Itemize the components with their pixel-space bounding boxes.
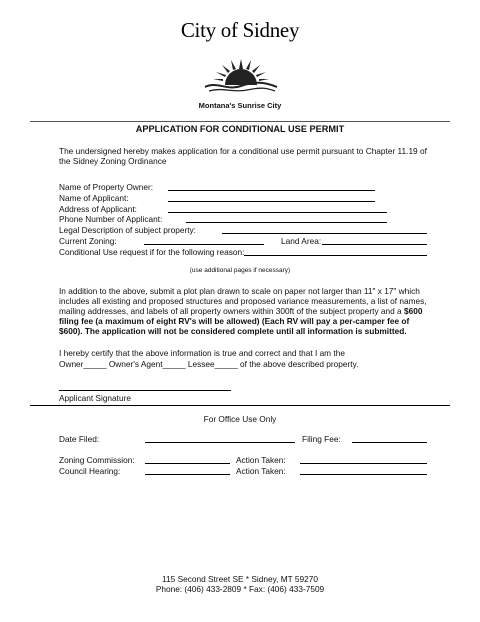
- tagline: Montana's Sunrise City: [198, 101, 282, 110]
- conditional-use-label: Conditional Use request if for the following reason:: [59, 247, 245, 257]
- date-filed-line[interactable]: [145, 442, 295, 443]
- plot-plan-fee-text: $600 filing fee (a maximum of eight RV's will be allowed) (Each RV will pay a per-camper fee of $600). The application will not be considered complete until all information is submitted.: [59, 306, 423, 336]
- owner-name-label: Name of Property Owner:: [59, 182, 154, 192]
- legal-description-line[interactable]: [222, 233, 427, 234]
- certify-line-1: I hereby certify that the above information is true and correct and that I am the: [59, 348, 345, 358]
- applicant-name-line[interactable]: [168, 201, 375, 202]
- applicant-address-label: Address of Applicant:: [59, 204, 137, 214]
- footer-address: 115 Second Street SE * Sidney, MT 59270: [162, 574, 318, 584]
- legal-description-label: Legal Description of subject property:: [59, 225, 196, 235]
- zoning-commission-label: Zoning Commission:: [59, 455, 135, 465]
- council-hearing-line[interactable]: [145, 474, 230, 475]
- filing-fee-line[interactable]: [352, 442, 427, 443]
- council-hearing-label: Council Hearing:: [59, 466, 121, 476]
- applicant-name-label: Name of Applicant:: [59, 193, 129, 203]
- office-divider: [30, 405, 450, 406]
- applicant-phone-label: Phone Number of Applicant:: [59, 214, 163, 224]
- office-heading: For Office Use Only: [203, 414, 277, 424]
- certify-line-2: Owner_____ Owner's Agent_____ Lessee_____ of the above described property.: [59, 359, 359, 369]
- signature-label: Applicant Signature: [59, 393, 131, 403]
- action-taken-1-label: Action Taken:: [236, 455, 286, 465]
- intro-paragraph: The undersigned hereby makes application for a conditional use permit pursuant to Chapter 11.19 of the Sidney Zoning Ordinance: [59, 146, 427, 166]
- city-title: City of Sidney: [180, 18, 300, 42]
- applicant-phone-line[interactable]: [186, 222, 387, 223]
- action-taken-1-line[interactable]: [300, 463, 427, 464]
- land-area-label: Land Area:: [281, 236, 322, 246]
- footer-phone-fax: Phone: (406) 433-2809 * Fax: (406) 433-7509: [155, 584, 325, 594]
- form-heading: APPLICATION FOR CONDITIONAL USE PERMIT: [135, 124, 345, 134]
- action-taken-2-line[interactable]: [300, 474, 427, 475]
- additional-pages-note: (use additional pages if necessary): [189, 267, 291, 274]
- plot-plan-text: In addition to the above, submit a plot plan drawn to scale on paper not larger than 11" x 17" which includes all existing and proposed structures and proposed variance measurements, a list of names, mailing addresses, and labels of all property owners within 300ft of the subject property and a: [59, 286, 427, 316]
- conditional-use-line[interactable]: [244, 255, 427, 256]
- land-area-line[interactable]: [322, 244, 427, 245]
- plot-plan-paragraph: [59, 286, 431, 336]
- signature-line[interactable]: [59, 390, 231, 391]
- header-divider: [30, 121, 450, 122]
- filing-fee-label: Filing Fee:: [302, 434, 341, 444]
- owner-name-line[interactable]: [168, 190, 375, 191]
- zoning-commission-line[interactable]: [145, 463, 230, 464]
- current-zoning-label: Current Zoning:: [59, 236, 117, 246]
- date-filed-label: Date Filed:: [59, 434, 100, 444]
- sunrise-logo: [203, 57, 279, 93]
- action-taken-2-label: Action Taken:: [236, 466, 286, 476]
- current-zoning-line[interactable]: [144, 244, 264, 245]
- applicant-address-line[interactable]: [168, 212, 387, 213]
